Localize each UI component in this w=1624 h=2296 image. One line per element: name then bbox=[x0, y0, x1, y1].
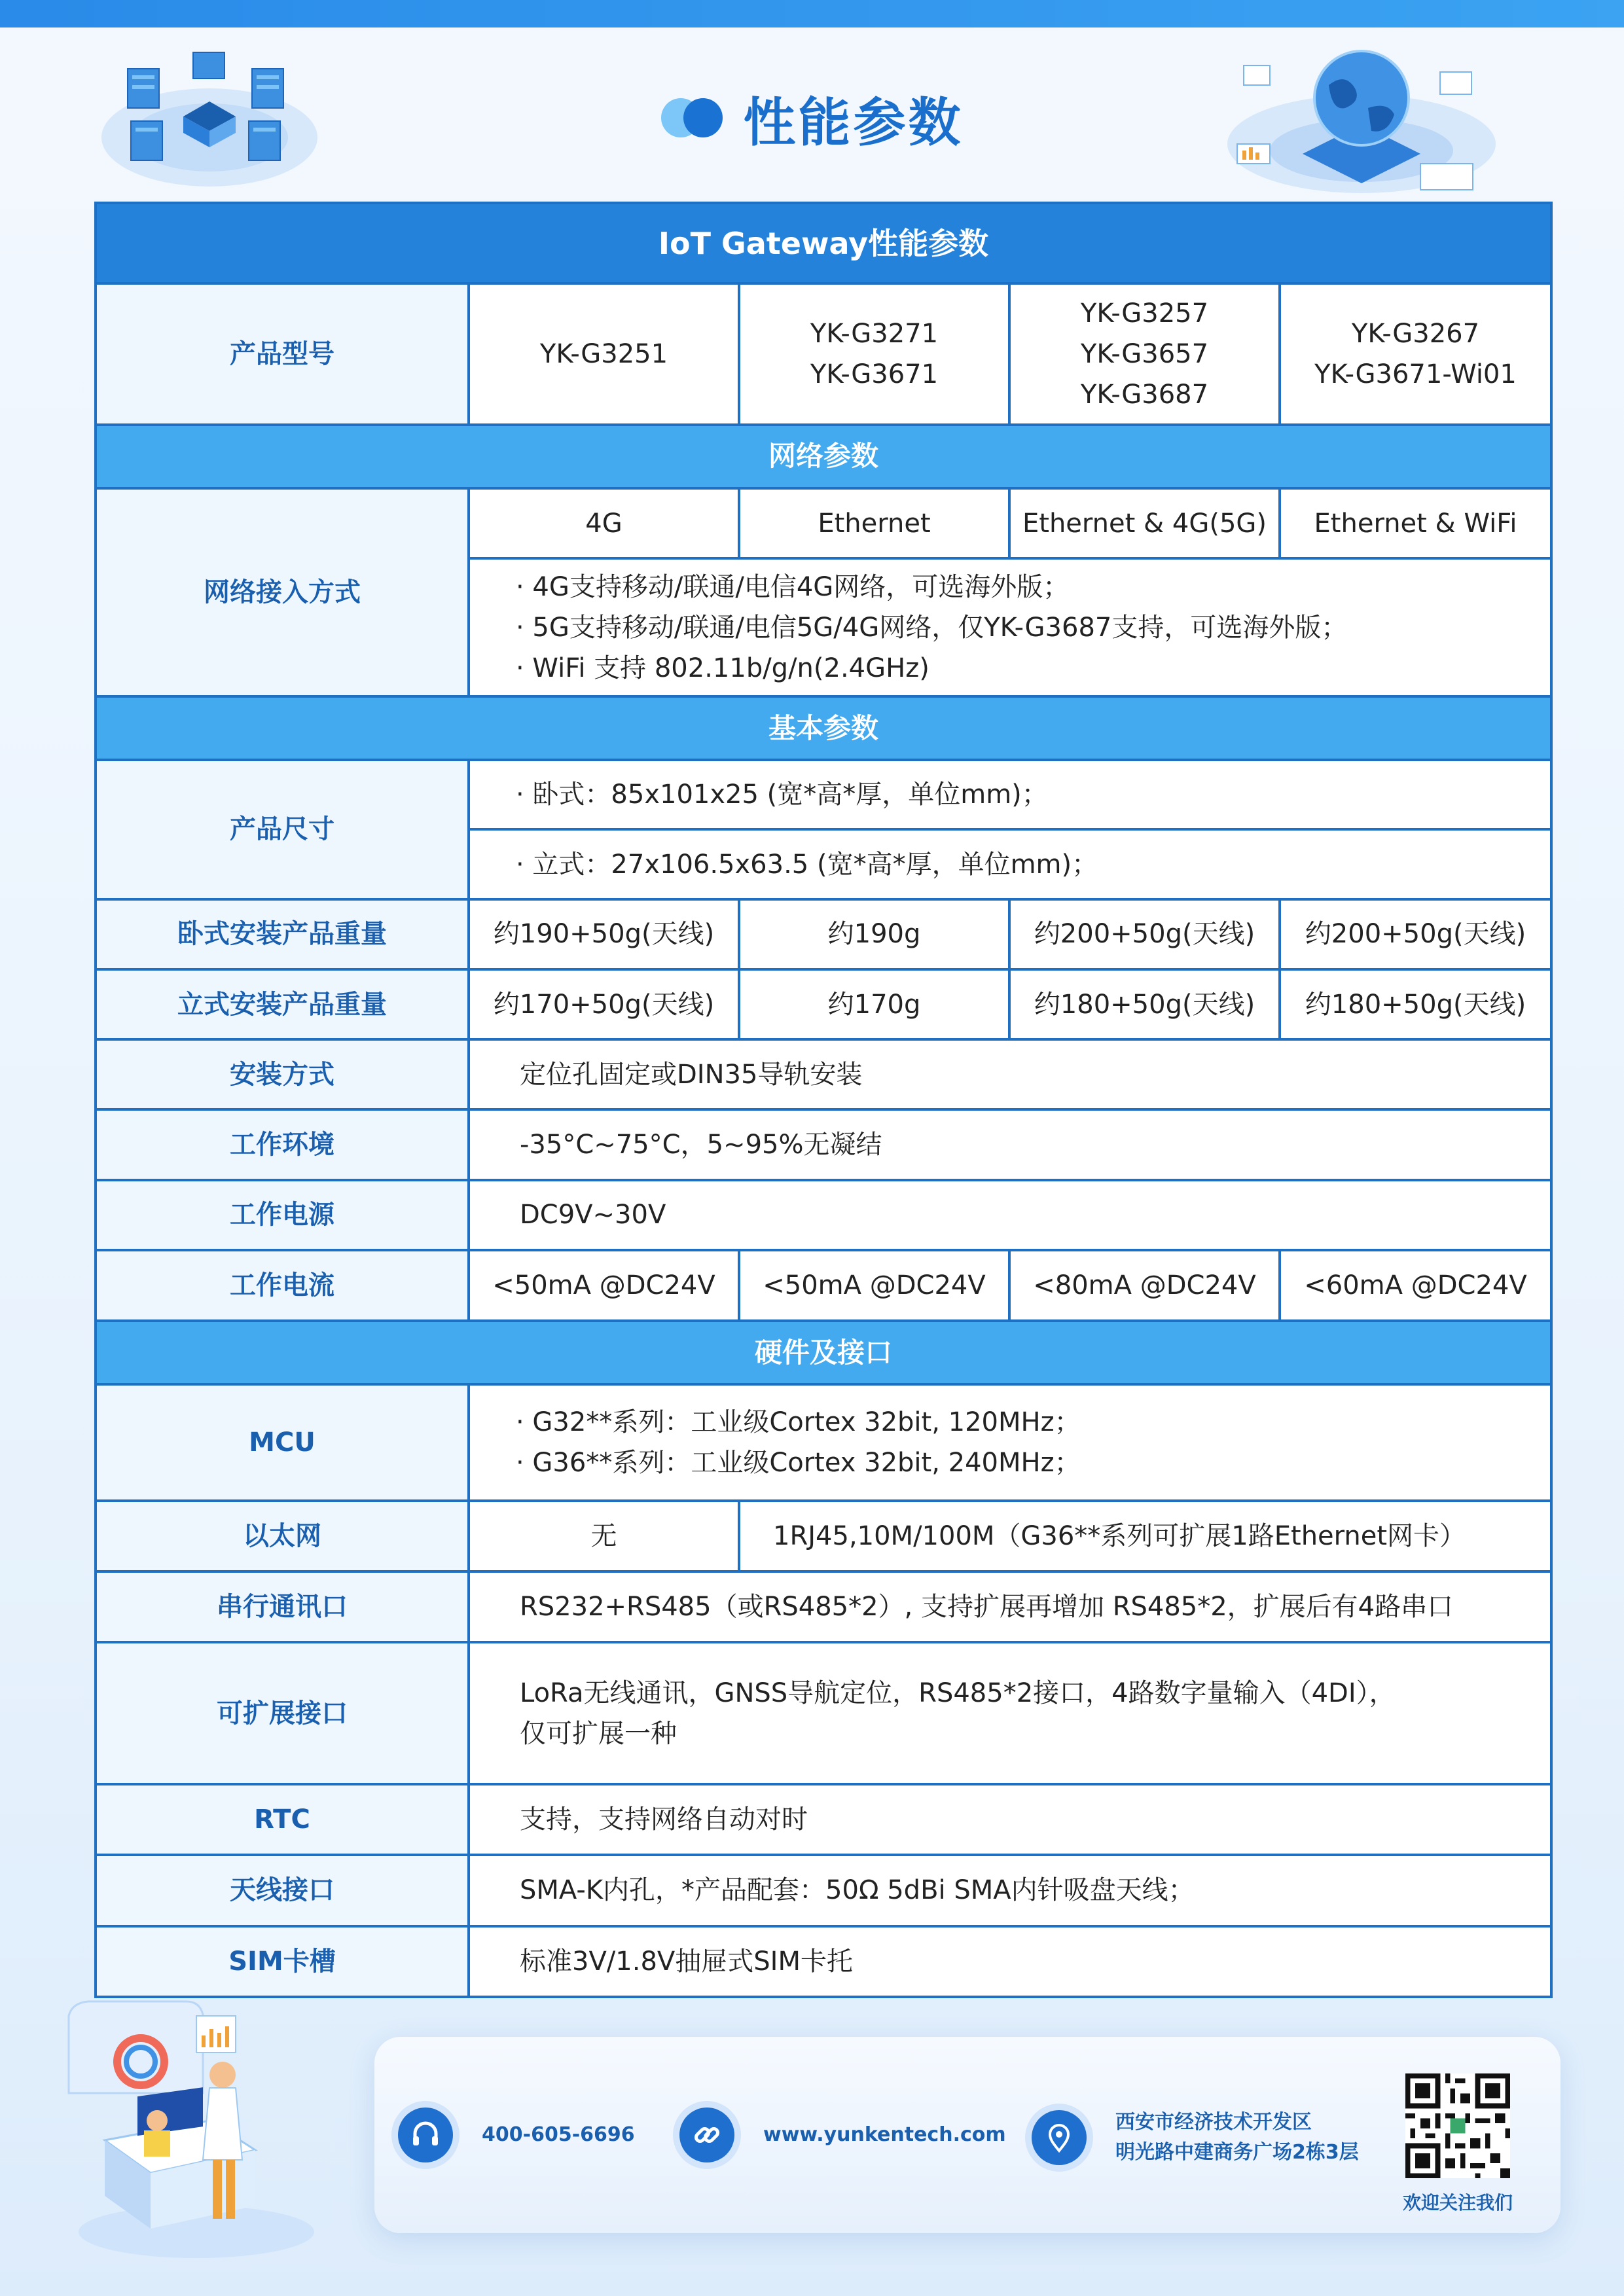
row-label: RTC bbox=[96, 1784, 469, 1855]
page-title-row bbox=[0, 79, 1624, 157]
table-header-row bbox=[96, 203, 1551, 283]
website-item bbox=[679, 2108, 1006, 2162]
value-cell: RS232+RS485（或RS485*2）, 支持扩展再增加 RS485*2，扩展后有4路串口 bbox=[469, 1571, 1551, 1642]
address-item bbox=[1032, 2108, 1359, 2168]
workstation-illustration-icon bbox=[59, 1990, 334, 2265]
value-cell: 约190+50g(天线) bbox=[469, 899, 739, 969]
value-cell: 支持，支持网络自动对时 bbox=[469, 1784, 1551, 1855]
value-cell: -35°C~75°C，5~95%无凝结 bbox=[469, 1109, 1551, 1179]
row-label: 工作电源 bbox=[96, 1180, 469, 1250]
model-cell: YK-G3271 YK-G3671 bbox=[739, 283, 1009, 425]
value-cell: 1RJ45,10M/100M（G36**系列可扩展1路Ethernet网卡） bbox=[739, 1501, 1551, 1571]
section-header: 硬件及接口 bbox=[96, 1321, 1551, 1384]
title-dots-icon bbox=[661, 98, 724, 137]
value-cell: DC9V~30V bbox=[469, 1180, 1551, 1250]
value-cell: SMA-K内孔，*产品配套：50Ω 5dBi SMA内针吸盘天线； bbox=[469, 1855, 1551, 1926]
row-label: MCU bbox=[96, 1384, 469, 1500]
link-icon bbox=[679, 2108, 734, 2162]
row-label: SIM卡槽 bbox=[96, 1926, 469, 1997]
value-cell: 标准3V/1.8V抽屉式SIM卡托 bbox=[469, 1926, 1551, 1997]
table-row bbox=[96, 1855, 1551, 1926]
row-label: 卧式安装产品重量 bbox=[96, 899, 469, 969]
row-label: 产品尺寸 bbox=[96, 760, 469, 899]
qr-code-icon[interactable] bbox=[1405, 2073, 1510, 2178]
model-cell: YK-G3251 bbox=[469, 283, 739, 425]
value-cell: · 卧式：85x101x25 (宽*高*厚，单位mm)； bbox=[469, 760, 1551, 829]
table-row bbox=[96, 1250, 1551, 1321]
top-bar bbox=[0, 0, 1624, 27]
section-row bbox=[96, 1321, 1551, 1384]
section-header: 基本参数 bbox=[96, 696, 1551, 760]
value-cell: 约170+50g(天线) bbox=[469, 969, 739, 1039]
table-row bbox=[96, 1642, 1551, 1784]
value-cell: 无 bbox=[469, 1501, 739, 1571]
contact-footer bbox=[374, 2037, 1561, 2233]
value-cell: 4G bbox=[469, 488, 739, 558]
address-text: 西安市经济技术开发区 明光路中建商务广场2栋3层 bbox=[1115, 2111, 1359, 2164]
spec-table bbox=[94, 202, 1553, 1998]
value-cell: <50mA @DC24V bbox=[469, 1250, 739, 1321]
table-row bbox=[96, 969, 1551, 1039]
page-title: 性能参数 bbox=[743, 92, 964, 153]
row-label: 立式安装产品重量 bbox=[96, 969, 469, 1039]
value-cell: Ethernet bbox=[739, 488, 1009, 558]
model-cell: YK-G3257 YK-G3657 YK-G3687 bbox=[1009, 283, 1280, 425]
table-row bbox=[96, 1180, 1551, 1250]
value-cell: 约190g bbox=[739, 899, 1009, 969]
table-header: IoT Gateway性能参数 bbox=[96, 203, 1551, 283]
value-cell: 约200+50g(天线) bbox=[1009, 899, 1280, 969]
value-cell: 约200+50g(天线) bbox=[1280, 899, 1551, 969]
section-row bbox=[96, 696, 1551, 760]
model-cell: YK-G3267 YK-G3671-Wi01 bbox=[1280, 283, 1551, 425]
value-cell: · 4G支持移动/联通/电信4G网络，可选海外版； · 5G支持移动/联通/电信5G/4G网络，仅YK-G3687支持，可选海外版； · WiFi 支持 802.11b/g/n(2.4GHz) bbox=[469, 558, 1551, 696]
value-cell: <80mA @DC24V bbox=[1009, 1250, 1280, 1321]
table-row bbox=[96, 1926, 1551, 1997]
table-row bbox=[96, 1109, 1551, 1179]
value-cell: 约180+50g(天线) bbox=[1009, 969, 1280, 1039]
table-row bbox=[96, 1784, 1551, 1855]
row-label: 以太网 bbox=[96, 1501, 469, 1571]
row-label: 网络接入方式 bbox=[96, 488, 469, 696]
table-row bbox=[96, 283, 1551, 425]
row-label: 工作电流 bbox=[96, 1250, 469, 1321]
website-link[interactable]: www.yunkentech.com bbox=[763, 2123, 1006, 2146]
table-row bbox=[96, 1384, 1551, 1500]
headset-icon bbox=[398, 2108, 453, 2162]
value-cell: · G32**系列：工业级Cortex 32bit, 120MHz； · G36**系列：工业级Cortex 32bit, 240MHz； bbox=[469, 1384, 1551, 1500]
section-header: 网络参数 bbox=[96, 425, 1551, 488]
phone-number[interactable]: 400-605-6696 bbox=[482, 2123, 635, 2146]
value-cell: 约170g bbox=[739, 969, 1009, 1039]
value-cell: LoRa无线通讯，GNSS导航定位，RS485*2接口，4路数字量输入（4DI）， 仅可扩展一种 bbox=[469, 1642, 1551, 1784]
table-row bbox=[96, 1571, 1551, 1642]
table-row bbox=[96, 1039, 1551, 1109]
location-pin-icon bbox=[1032, 2110, 1087, 2165]
value-cell: Ethernet & 4G(5G) bbox=[1009, 488, 1280, 558]
value-cell: Ethernet & WiFi bbox=[1280, 488, 1551, 558]
row-label: 工作环境 bbox=[96, 1109, 469, 1179]
row-label: 可扩展接口 bbox=[96, 1642, 469, 1784]
row-label: 串行通讯口 bbox=[96, 1571, 469, 1642]
table-row bbox=[96, 488, 1551, 558]
value-cell: · 立式：27x106.5x63.5 (宽*高*厚，单位mm)； bbox=[469, 829, 1551, 899]
row-label: 产品型号 bbox=[96, 283, 469, 425]
value-cell: <50mA @DC24V bbox=[739, 1250, 1009, 1321]
value-cell: 定位孔固定或DIN35导轨安装 bbox=[469, 1039, 1551, 1109]
table-row bbox=[96, 760, 1551, 829]
value-cell: <60mA @DC24V bbox=[1280, 1250, 1551, 1321]
table-row bbox=[96, 1501, 1551, 1571]
phone-item bbox=[398, 2108, 635, 2162]
row-label: 天线接口 bbox=[96, 1855, 469, 1926]
table-row bbox=[96, 899, 1551, 969]
row-label: 安装方式 bbox=[96, 1039, 469, 1109]
qr-caption: 欢迎关注我们 bbox=[1402, 2192, 1513, 2214]
section-row bbox=[96, 425, 1551, 488]
value-cell: 约180+50g(天线) bbox=[1280, 969, 1551, 1039]
